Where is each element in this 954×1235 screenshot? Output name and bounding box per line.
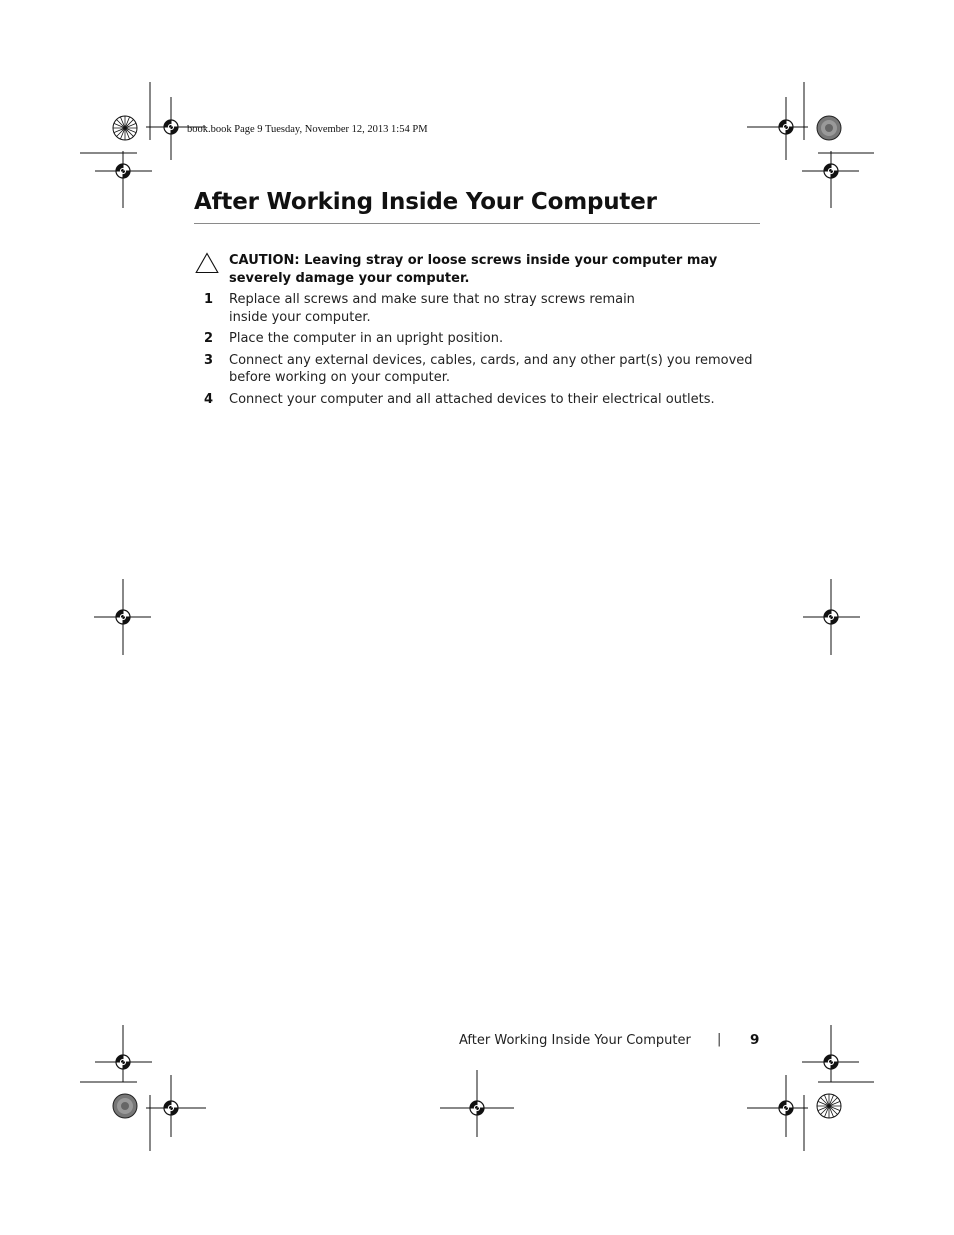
step-text: Place the computer in an upright position. xyxy=(229,331,504,346)
crop-lines xyxy=(80,82,874,1151)
step-text: Replace all screws and make sure that no stray screws remain inside your computer. xyxy=(229,292,635,325)
footer-section-title: After Working Inside Your Computer xyxy=(459,1033,691,1048)
step-number: 1 xyxy=(204,292,214,307)
step-item xyxy=(204,352,764,387)
step-number: 4 xyxy=(204,391,214,407)
step-number: 2 xyxy=(204,331,214,346)
page-number: 9 xyxy=(750,1032,760,1048)
caution-text: CAUTION: Leaving stray or loose screws inside your computer may severely damage your computer. xyxy=(229,253,718,286)
print-slug: book.book Page 9 Tuesday, November 12, 2013 1:54 PM xyxy=(187,124,428,135)
step-text: Connect any external devices, cables, cards, and any other part(s) you removed before working on your computer. xyxy=(229,352,753,385)
step-number: 3 xyxy=(204,352,214,368)
steps-list xyxy=(204,291,764,412)
page-title: After Working Inside Your Computer xyxy=(194,189,657,215)
title-divider xyxy=(194,223,760,224)
footer-separator: | xyxy=(717,1032,722,1047)
step-item xyxy=(204,291,764,326)
step-item xyxy=(204,330,764,348)
step-item xyxy=(204,391,764,409)
step-text: Connect your computer and all attached devices to their electrical outlets. xyxy=(229,391,715,407)
caution-triangle-icon xyxy=(195,252,219,274)
